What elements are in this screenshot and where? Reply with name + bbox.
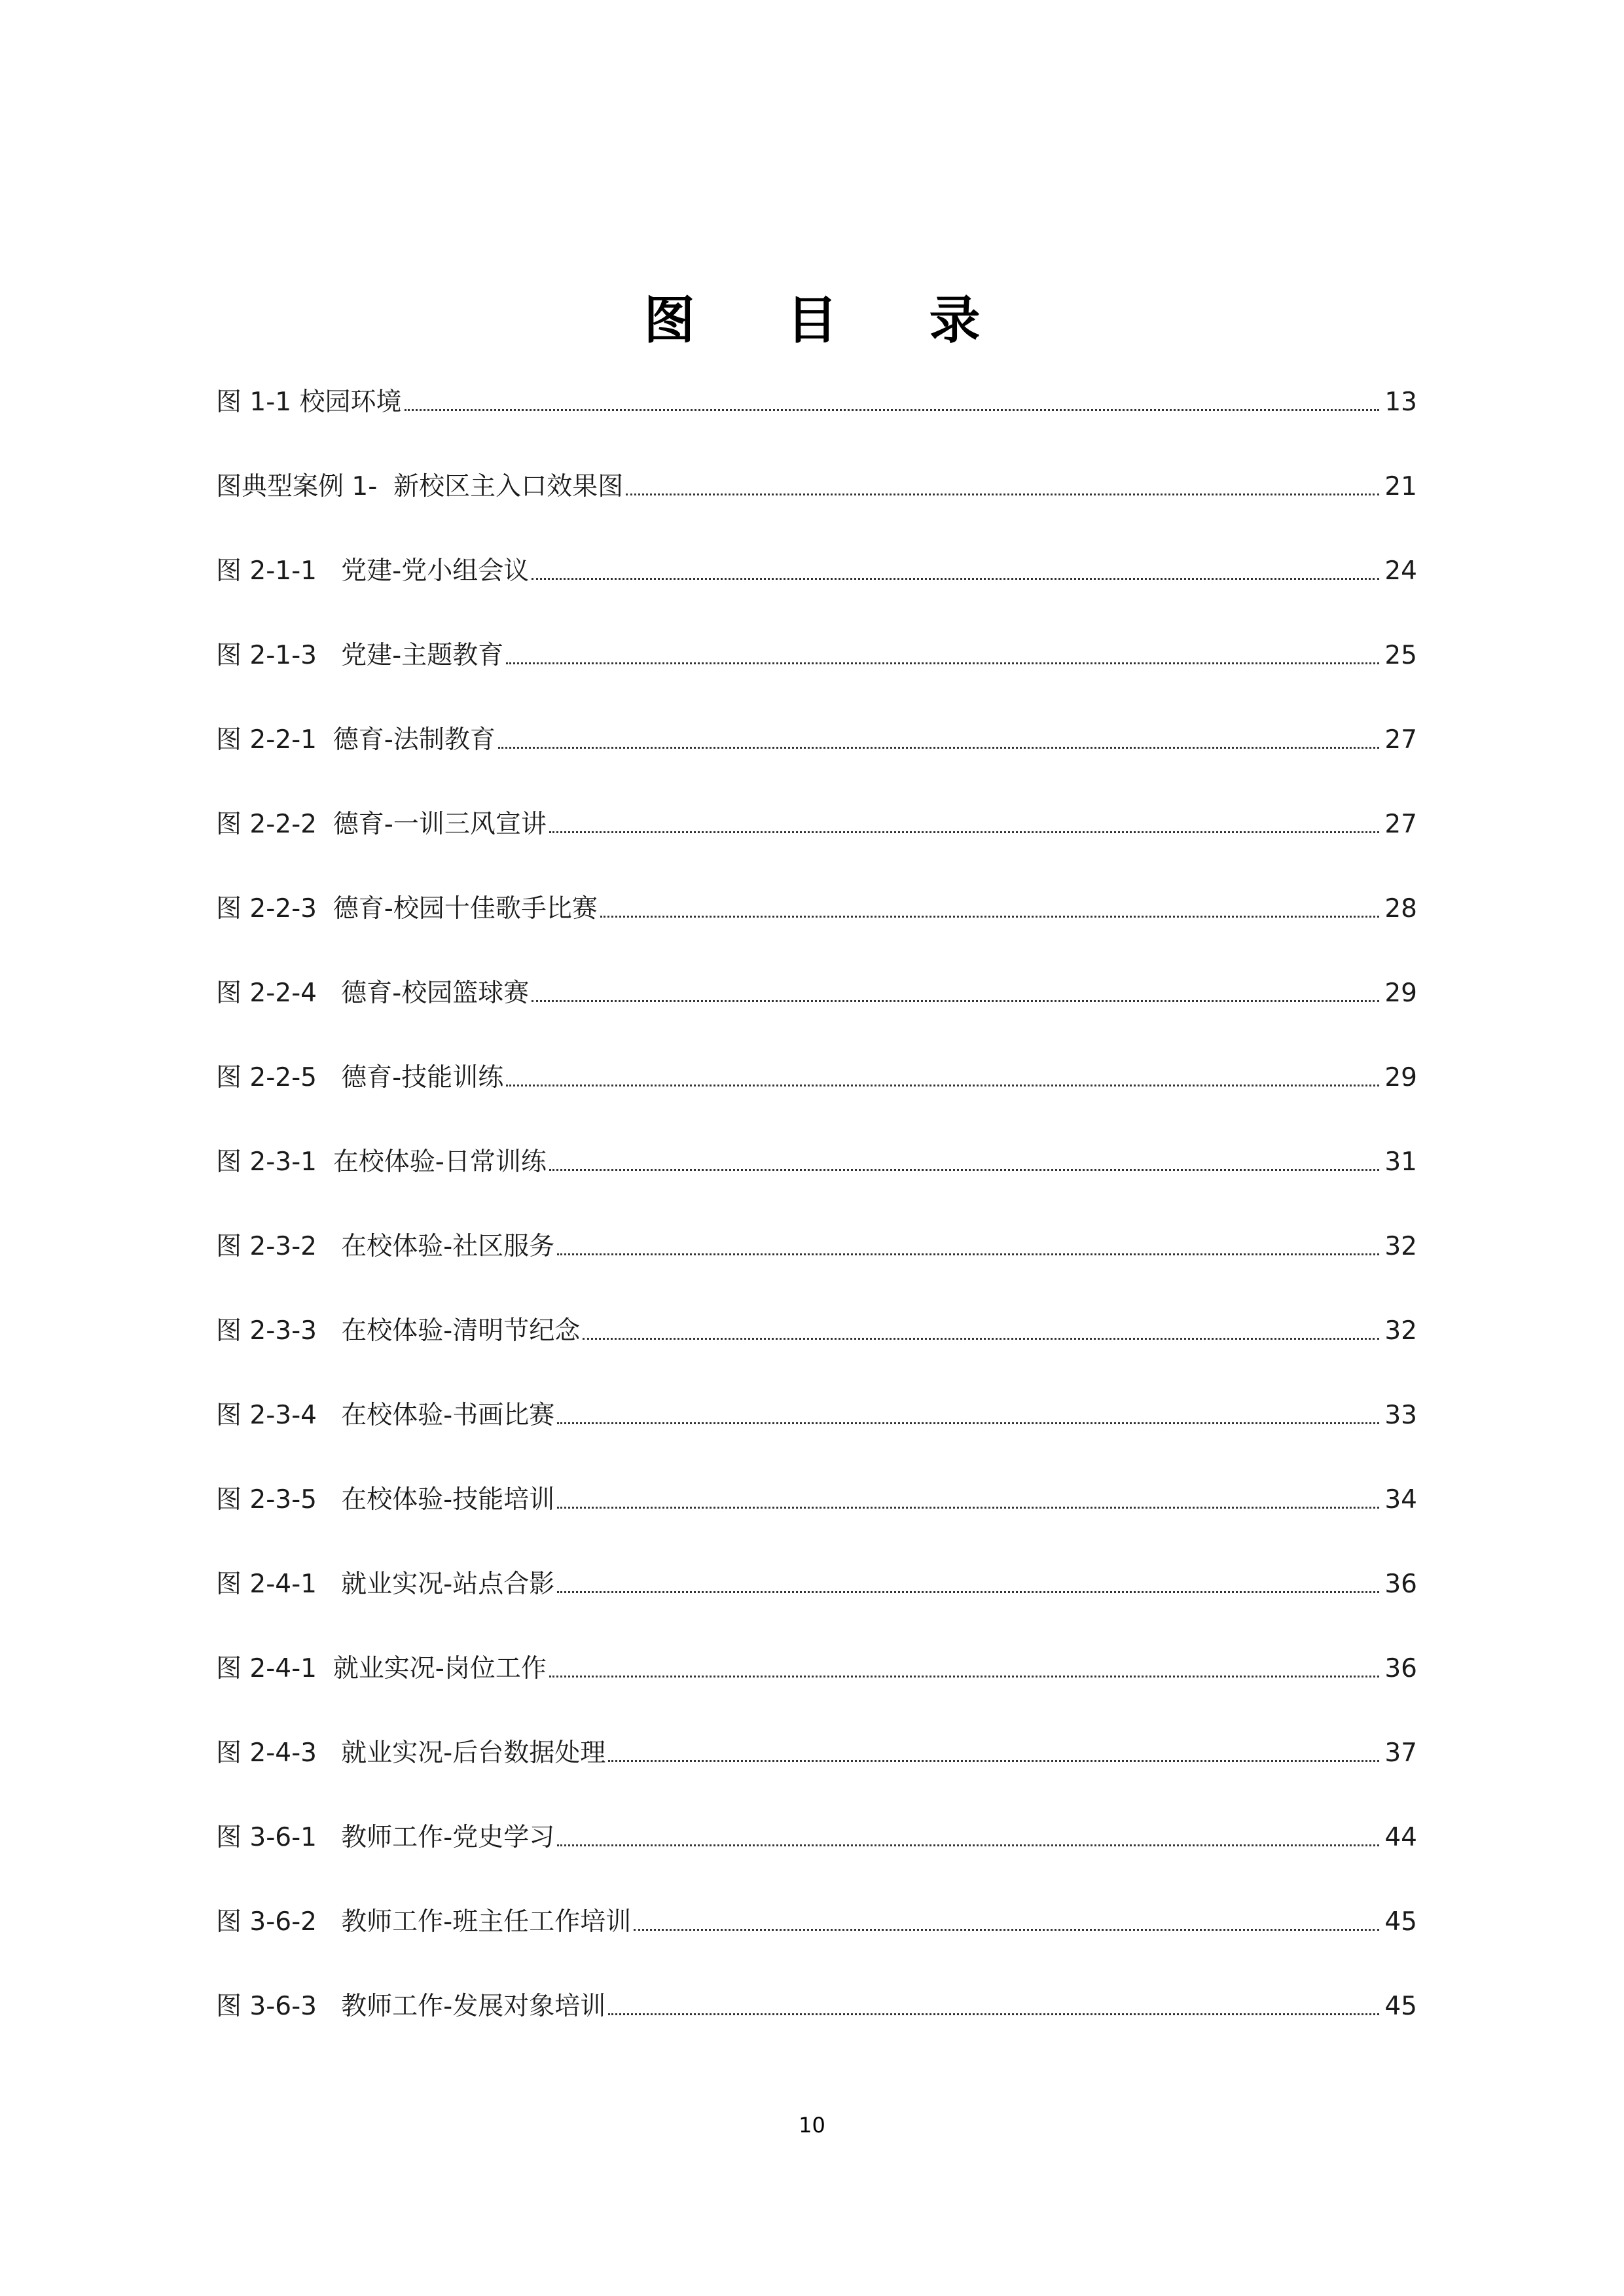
toc-entry-page: 36	[1384, 1570, 1417, 1599]
toc-entry-page: 29	[1384, 978, 1417, 1008]
toc-entry[interactable]	[216, 1179, 1417, 1263]
toc-entry-label: 图 2-4-1 就业实况-站点合影	[216, 1570, 555, 1599]
toc-entry[interactable]	[216, 1939, 1417, 2023]
dot-leader	[557, 1591, 1379, 1593]
dot-leader	[549, 831, 1380, 833]
toc-entry-label: 图 2-4-3 就业实况-后台数据处理	[216, 1738, 606, 1768]
dot-leader	[583, 1338, 1379, 1340]
toc-entry[interactable]	[216, 1516, 1417, 1601]
toc-entry-label: 图 2-1-1 党建-党小组会议	[216, 556, 530, 586]
dot-leader	[549, 1169, 1380, 1171]
toc-entry-page: 13	[1384, 387, 1417, 417]
toc-entry-page: 31	[1384, 1147, 1417, 1177]
dot-leader	[405, 409, 1380, 411]
toc-entry-label: 图典型案例 1- 新校区主入口效果图	[216, 472, 624, 501]
toc-entry[interactable]	[216, 757, 1417, 841]
toc-entry-page: 25	[1384, 641, 1417, 670]
dot-leader	[626, 493, 1379, 495]
toc-entry-page: 36	[1384, 1654, 1417, 1683]
toc-entry-label: 图 3-6-3 教师工作-发展对象培训	[216, 1992, 606, 2021]
toc-entry[interactable]	[216, 1094, 1417, 1179]
toc-entry-label: 图 2-4-1 就业实况-岗位工作	[216, 1654, 547, 1683]
toc-entry-label: 图 1-1 校园环境	[216, 387, 402, 417]
toc-entry-page: 21	[1384, 472, 1417, 501]
toc-entry-label: 图 2-3-5 在校体验-技能培训	[216, 1485, 555, 1515]
toc-entry-page: 29	[1384, 1063, 1417, 1092]
toc-entry-page: 27	[1384, 725, 1417, 755]
toc-entry-page: 32	[1384, 1232, 1417, 1261]
toc-entry-page: 45	[1384, 1907, 1417, 1937]
figure-toc-list	[216, 380, 1417, 2023]
toc-entry-label: 图 2-2-4 德育-校园篮球赛	[216, 978, 530, 1008]
toc-entry-label: 图 2-1-3 党建-主题教育	[216, 641, 504, 670]
toc-entry[interactable]	[216, 1601, 1417, 1685]
toc-entry[interactable]	[216, 841, 1417, 925]
toc-entry-page: 33	[1384, 1401, 1417, 1430]
dot-leader	[600, 916, 1380, 918]
toc-entry-page: 24	[1384, 556, 1417, 586]
toc-entry-page: 27	[1384, 810, 1417, 839]
toc-entry-label: 图 2-3-1 在校体验-日常训练	[216, 1147, 547, 1177]
toc-entry-page: 32	[1384, 1316, 1417, 1346]
toc-entry-label: 图 2-3-4 在校体验-书画比赛	[216, 1401, 555, 1430]
toc-entry[interactable]	[216, 588, 1417, 672]
toc-entry-label: 图 2-2-5 德育-技能训练	[216, 1063, 504, 1092]
toc-entry[interactable]	[216, 503, 1417, 588]
toc-entry-label: 图 3-6-2 教师工作-班主任工作培训	[216, 1907, 632, 1937]
dot-leader	[608, 2013, 1379, 2015]
toc-entry[interactable]	[216, 672, 1417, 757]
dot-leader	[557, 1253, 1379, 1255]
toc-entry-label: 图 2-2-2 德育-一训三风宣讲	[216, 810, 547, 839]
dot-leader	[532, 1000, 1379, 1002]
dot-leader	[506, 662, 1379, 664]
toc-entry-label: 图 2-2-3 德育-校园十佳歌手比赛	[216, 894, 598, 924]
page-number: 10	[799, 2113, 825, 2138]
toc-entry[interactable]	[216, 1685, 1417, 1770]
toc-entry-page: 34	[1384, 1485, 1417, 1515]
toc-entry[interactable]	[216, 419, 1417, 503]
dot-leader	[557, 1507, 1379, 1509]
page-title: 图目录	[643, 291, 1072, 350]
toc-entry[interactable]	[216, 380, 1417, 419]
toc-entry-label: 图 2-3-2 在校体验-社区服务	[216, 1232, 555, 1261]
toc-entry[interactable]	[216, 925, 1417, 1010]
toc-entry[interactable]	[216, 1010, 1417, 1094]
toc-entry-page: 45	[1384, 1992, 1417, 2021]
toc-entry[interactable]	[216, 1854, 1417, 1939]
dot-leader	[557, 1422, 1379, 1424]
toc-entry[interactable]	[216, 1348, 1417, 1432]
dot-leader	[532, 578, 1379, 580]
toc-entry[interactable]	[216, 1263, 1417, 1348]
dot-leader	[498, 747, 1380, 749]
dot-leader	[549, 1676, 1380, 1677]
toc-entry[interactable]	[216, 1770, 1417, 1854]
dot-leader	[557, 1844, 1379, 1846]
dot-leader	[506, 1085, 1379, 1086]
toc-entry-label: 图 3-6-1 教师工作-党史学习	[216, 1823, 555, 1852]
dot-leader	[608, 1760, 1379, 1762]
toc-entry-label: 图 2-2-1 德育-法制教育	[216, 725, 496, 755]
toc-entry[interactable]	[216, 1432, 1417, 1516]
toc-entry-page: 37	[1384, 1738, 1417, 1768]
toc-entry-page: 28	[1384, 894, 1417, 924]
toc-entry-label: 图 2-3-3 在校体验-清明节纪念	[216, 1316, 581, 1346]
dot-leader	[634, 1929, 1379, 1931]
toc-entry-page: 44	[1384, 1823, 1417, 1852]
